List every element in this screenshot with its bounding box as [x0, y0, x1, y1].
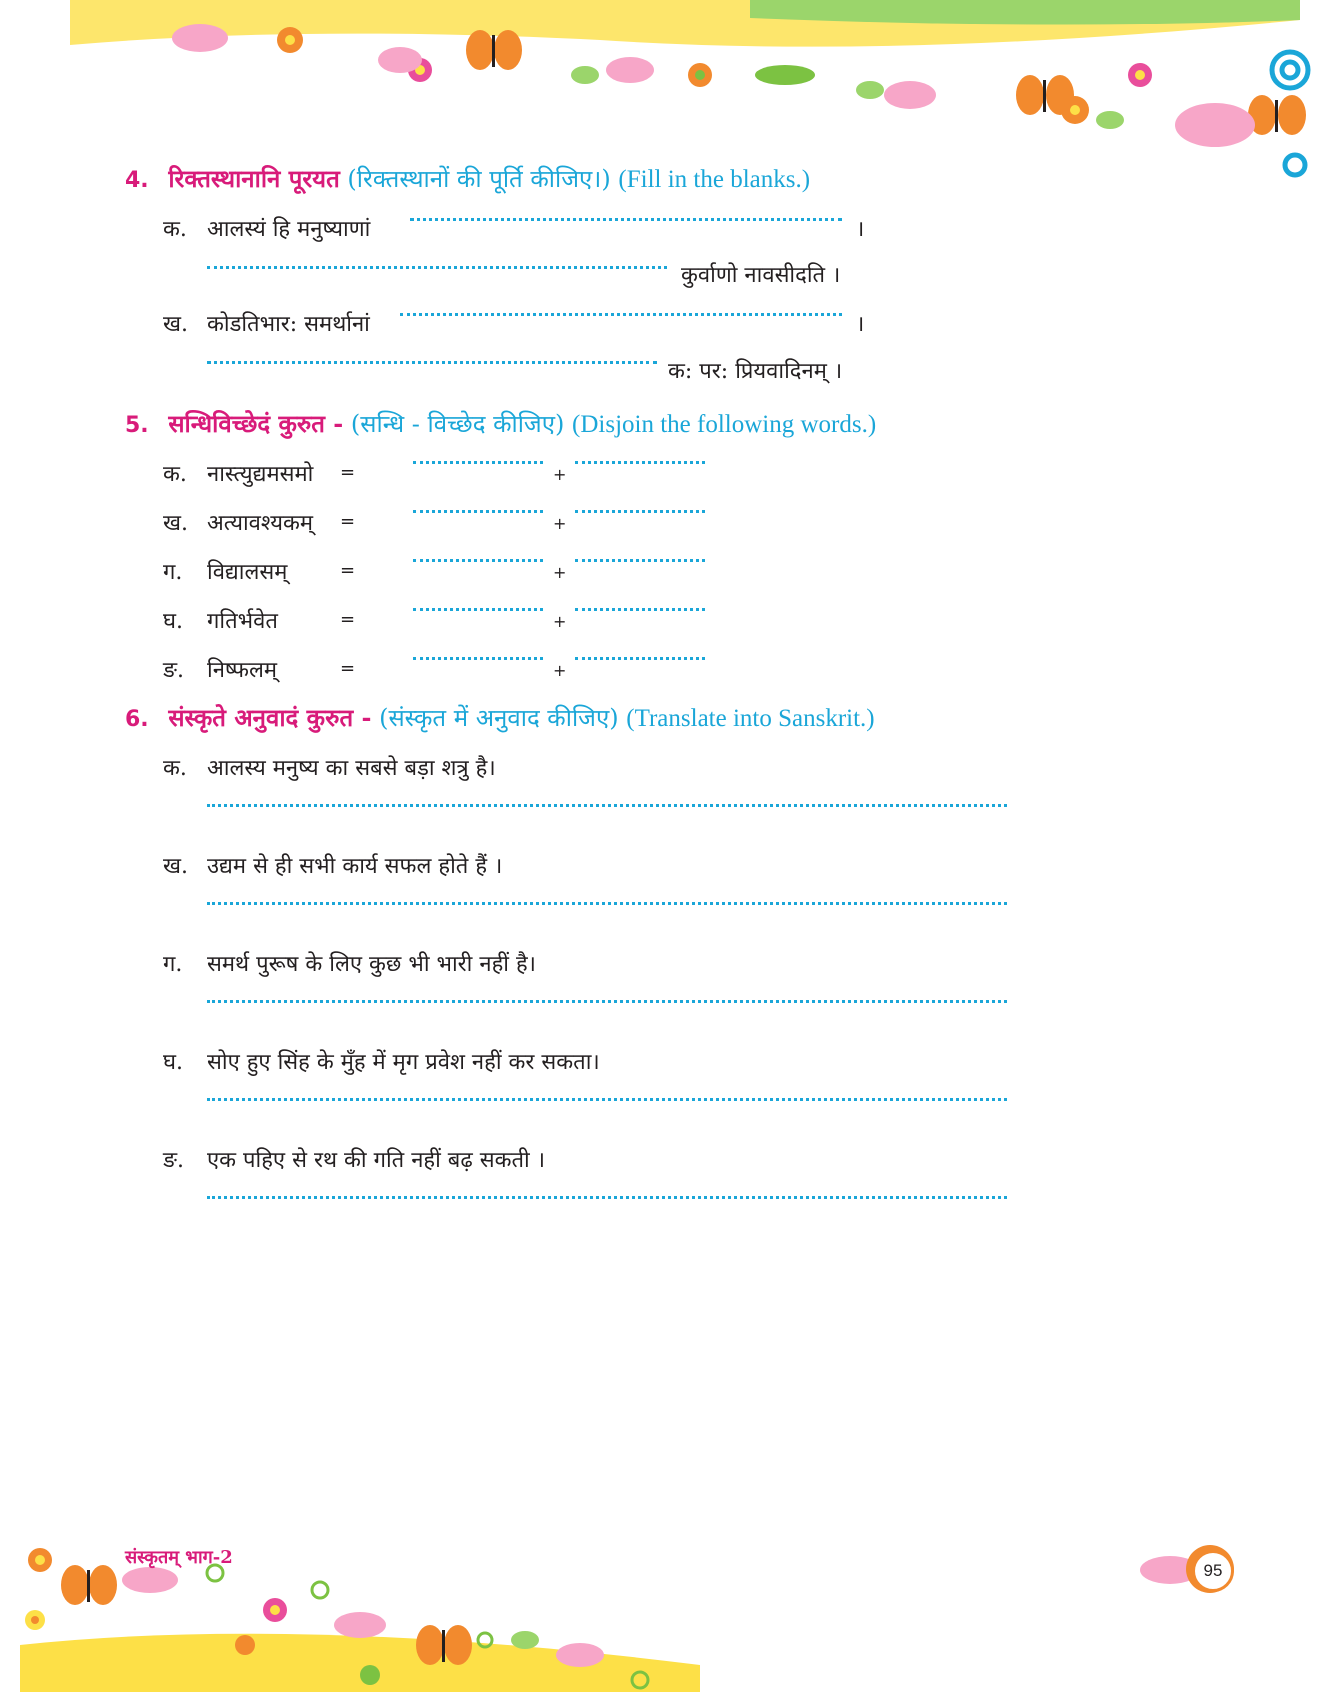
q6-item-label: घ. [163, 1050, 183, 1075]
blank-line[interactable] [413, 559, 543, 562]
equals-sign: = [340, 609, 356, 630]
blank-line[interactable] [575, 657, 705, 660]
blank-line[interactable] [575, 461, 705, 464]
blank-line[interactable] [575, 559, 705, 562]
q5-heading [125, 407, 876, 440]
q5-item-word: गतिर्भवेत [207, 609, 278, 634]
q5-title-sanskrit: सन्धिविच्छेदं कुरुत - [168, 409, 344, 438]
q5-item-label: ग. [163, 560, 183, 585]
equals-sign: = [340, 462, 356, 483]
q4-item-text: आलस्यं हि मनुष्याणां [207, 217, 371, 242]
q6-item-label: ङ. [163, 1148, 185, 1173]
equals-sign: = [340, 560, 356, 581]
blank-line[interactable] [400, 313, 842, 316]
q5-item-word: अत्यावश्यकम् [207, 511, 314, 536]
blank-line[interactable] [410, 218, 842, 221]
plus-sign: + [553, 612, 567, 631]
q4-heading [125, 162, 810, 195]
blank-line[interactable] [413, 461, 543, 464]
blank-line[interactable] [207, 266, 667, 269]
plus-sign: + [553, 563, 567, 582]
answer-line[interactable] [207, 902, 1007, 905]
q6-title-hindi: (संस्कृत में अनुवाद कीजिए) [379, 704, 619, 732]
answer-line[interactable] [207, 1196, 1007, 1199]
q4-item-text: कोडतिभार: समर्थानां [207, 312, 370, 337]
plus-sign: + [553, 465, 567, 484]
blank-line[interactable] [413, 608, 543, 611]
q4-item-label: क. [163, 217, 187, 242]
q5-item-label: ख. [163, 511, 188, 536]
q6-number: 6. [125, 707, 149, 732]
q6-item-label: ख. [163, 854, 188, 879]
q5-item-label: क. [163, 462, 187, 487]
flower-icon [688, 63, 712, 87]
q5-item-word: निष्फलम् [207, 658, 278, 683]
q5-title-english: (Disjoin the following words.) [572, 411, 877, 438]
answer-line[interactable] [207, 1000, 1007, 1003]
butterfly-icon [61, 1565, 117, 1605]
flower-icon [1128, 63, 1152, 87]
plus-sign: + [553, 661, 567, 680]
blank-line[interactable] [575, 608, 705, 611]
q5-item-word: नास्त्युद्यमसमो [207, 462, 314, 487]
q4-number: 4. [125, 168, 149, 193]
q4-item-end: । [856, 312, 865, 337]
q6-item-text: आलस्य मनुष्य का सबसे बड़ा शत्रु है। [207, 756, 496, 781]
q5-item-word: विद्यालसम् [207, 560, 288, 585]
q6-item-label: ग. [163, 952, 183, 977]
q6-item-label: क. [163, 756, 187, 781]
q4-item-label: ख. [163, 312, 188, 337]
q6-title-sanskrit: संस्कृते अनुवादं कुरुत - [168, 703, 372, 732]
q4-title-english: (Fill in the blanks.) [618, 166, 811, 193]
answer-line[interactable] [207, 804, 1007, 807]
q6-item-text: सोए हुए सिंह के मुँह में मृग प्रवेश नहीं कर सकता। [207, 1050, 600, 1075]
blank-line[interactable] [413, 510, 543, 513]
q4-title-sanskrit: रिक्तस्थानानि पूरयत [168, 164, 340, 193]
book-title: संस्कृतम् भाग-2 [125, 1547, 233, 1568]
butterfly-icon [416, 1625, 472, 1665]
q4-title-hindi: (रिक्तस्थानों की पूर्ति कीजिए।) [347, 165, 611, 193]
plus-sign: + [553, 514, 567, 533]
butterfly-icon [466, 30, 522, 70]
q5-item-label: ङ. [163, 658, 185, 683]
equals-sign: = [340, 511, 356, 532]
blank-line[interactable] [207, 361, 657, 364]
q6-item-text: उद्यम से ही सभी कार्य सफल होते हैं । [207, 854, 503, 879]
q5-item-label: घ. [163, 609, 183, 634]
equals-sign: = [340, 658, 356, 679]
q4-item-line2-end: क: पर: प्रियवादिनम् । [668, 359, 843, 384]
blank-line[interactable] [413, 657, 543, 660]
q4-item-line2-end: कुर्वाणो नावसीदति । [681, 263, 841, 288]
blank-line[interactable] [575, 510, 705, 513]
answer-line[interactable] [207, 1098, 1007, 1101]
flower-icon [277, 27, 303, 53]
leaf-icon [511, 1631, 539, 1649]
q5-title-hindi: (सन्धि - विच्छेद कीजिए) [350, 410, 565, 438]
butterfly-icon [1016, 75, 1074, 115]
q6-heading [125, 701, 875, 734]
q4-item-end: । [856, 217, 865, 242]
page-number: 95 [1192, 1550, 1234, 1592]
q5-number: 5. [125, 413, 149, 438]
q6-item-text: समर्थ पुरूष के लिए कुछ भी भारी नहीं है। [207, 952, 536, 977]
q6-title-english: (Translate into Sanskrit.) [626, 705, 875, 732]
butterfly-icon [1248, 95, 1306, 135]
q6-item-text: एक पहिए से रथ की गति नहीं बढ़ सकती । [207, 1148, 546, 1173]
